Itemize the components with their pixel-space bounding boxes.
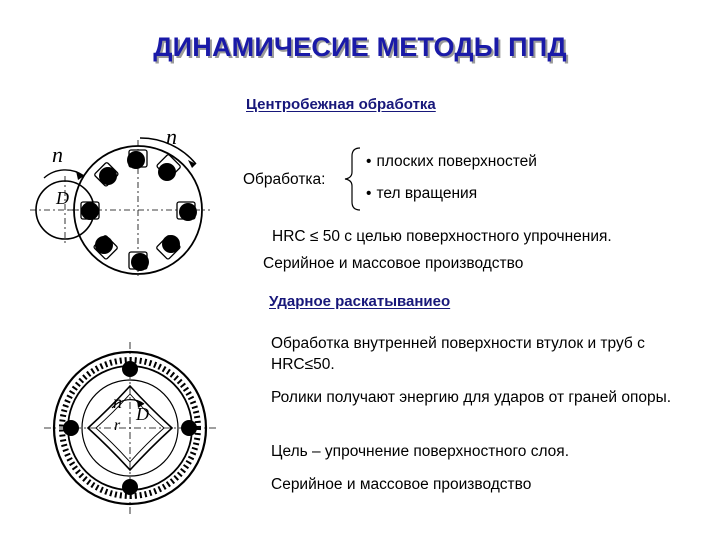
processing-label: Обработка: — [243, 171, 326, 188]
diameter-label-d: D — [56, 188, 69, 208]
paragraph-goal: Цель – упрочнение поверхностного слоя. — [271, 443, 569, 460]
section-heading-centrifugal: Центробежная обработка — [246, 96, 436, 113]
radius-label-r: r — [114, 417, 121, 434]
section-heading-impact: Ударное раскатываниео — [269, 293, 451, 310]
paragraph-inner-surface: Обработка внутренней поверхности втулок и труб с HRC≤50. — [271, 335, 645, 373]
curly-brace — [340, 146, 362, 212]
production-type-2: Серийное и массовое производство — [271, 476, 532, 493]
production-type-1: Серийное и массовое производство — [263, 255, 524, 272]
paragraph-rollers: Ролики получают энергию для ударов от граней опоры. — [271, 389, 672, 406]
rotation-label-n2: n — [166, 126, 177, 149]
diameter-label-d2: D — [136, 404, 149, 424]
centrifugal-processing-diagram — [28, 126, 233, 276]
rotation-label-n: n — [113, 392, 122, 412]
rotation-label-n1: n — [52, 142, 63, 167]
list-item-rotation: • тел вращения — [366, 184, 477, 204]
slide-title: ДИНАМИЧЕСИЕ МЕТОДЫ ППД — [153, 32, 567, 62]
list-item-flat: • плоских поверхностей — [366, 152, 537, 172]
hrc-condition: HRC ≤ 50 с целью поверхностного упрочнения. — [272, 228, 612, 245]
impact-rolling-diagram — [40, 338, 220, 518]
